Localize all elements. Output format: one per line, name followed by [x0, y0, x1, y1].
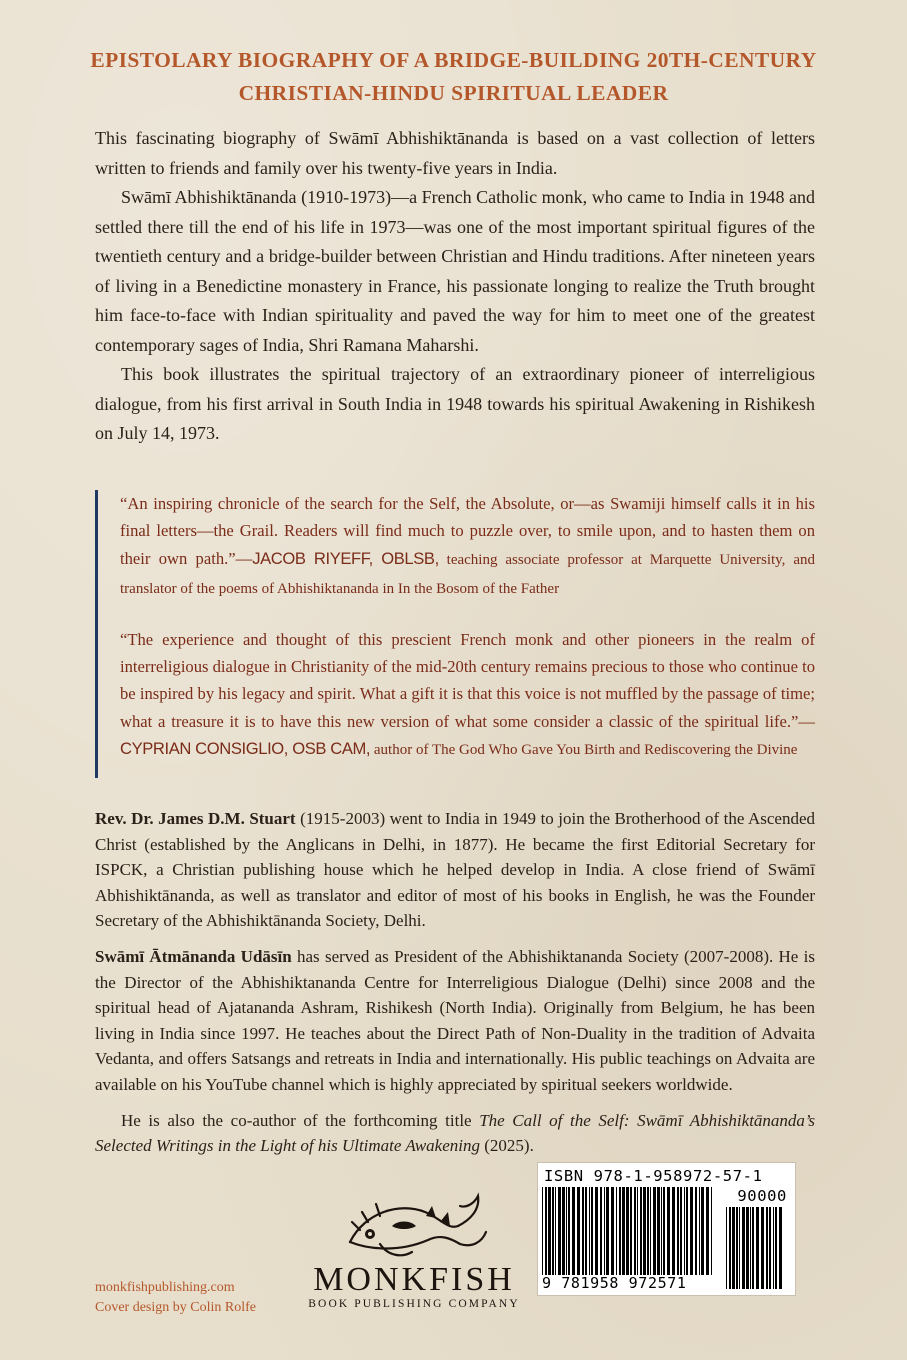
description-paragraph-2: Swāmī Abhishiktānanda (1910-1973)—a French Catholic monk, who came to India in 1948 and settled there till the end of his life in 1973—was one of the most important spiritual figures of the twentieth century and a bridge-builder between Christian and Hindu traditions. After nineteen years of living in a Benedictine monastery in France, his passionate longing to realize the Truth brought him face-to-face with Indian spirituality and paved the way for him to meet one of the greatest contemporary sages of India, Shri Ramana Maharshi. — [95, 187, 815, 355]
barcode-bar — [711, 1187, 712, 1275]
isbn-number: ISBN 978-1-958972-57-1 — [544, 1167, 763, 1185]
endorser-name: CYPRIAN CONSIGLIO, OSB CAM, — [120, 739, 371, 759]
coauthor-note-year: (2025). — [480, 1136, 534, 1156]
ean-barcode-main — [542, 1187, 714, 1275]
barcode-bar — [779, 1207, 782, 1289]
barcode-bar — [637, 1187, 638, 1275]
monkfish-icon — [340, 1182, 490, 1262]
headline-line-2: CHRISTIAN-HINDU SPIRITUAL LEADER — [238, 81, 669, 105]
barcode-bar — [657, 1187, 660, 1275]
publisher-website[interactable]: monkfishpublishing.com — [95, 1280, 235, 1295]
barcode-bar — [619, 1187, 621, 1275]
endorsements — [95, 490, 815, 778]
publisher-name: MONKFISH — [313, 1261, 515, 1298]
description-paragraph-3: This book illustrates the spiritual trajectory of an extraordinary pioneer of interreligious dialogue, from his first arrival in South India in 1948 towards his spiritual Awakening in Rishikesh on July 14, 1973. — [95, 364, 815, 443]
barcode-bar — [542, 1187, 543, 1275]
endorser-work-title: The God Who Gave You Birth — [431, 742, 615, 759]
barcode-bar — [577, 1187, 580, 1275]
endorser-name: JACOB RIYEFF, OBLSB, — [252, 548, 439, 568]
barcode-bar — [650, 1187, 651, 1275]
barcode-bar — [672, 1187, 675, 1275]
bio-stuart-text: (1915-2003) went to India in 1949 to join the Brotherhood of the Ascended Christ (established by the Anglicans in Delhi, in 1877). He became the first Editorial Secretary for ISPCK, a Christian publishing house which he helped develop in India. A close friend of Swāmī Abhishiktānanda, as well as translator and editor of most of his books in English, he was the Founder Secretary of the Abhishiktānanda Society, Delhi. — [95, 809, 815, 931]
barcode-bar — [548, 1187, 551, 1275]
barcode-bar — [626, 1187, 629, 1275]
barcode-bar — [582, 1187, 584, 1275]
endorser-attribution-joiner: and — [614, 742, 645, 759]
headline — [60, 44, 847, 110]
barcode-bar — [630, 1187, 632, 1275]
headline-line-1: EPISTOLARY BIOGRAPHY OF A BRIDGE-BUILDING 20TH-CENTURY — [90, 48, 817, 72]
barcode-bar — [752, 1207, 754, 1289]
barcode-bar — [761, 1207, 764, 1289]
bio-stuart — [95, 806, 815, 934]
author-bios — [95, 806, 815, 1159]
endorsement-consiglio — [120, 626, 815, 765]
barcode-bar — [661, 1187, 662, 1275]
price-code: 90000 — [737, 1187, 787, 1205]
barcode-bar — [616, 1187, 617, 1275]
barcode-bar — [769, 1207, 771, 1289]
endorser-work-title: In the Bosom of the Father — [397, 581, 560, 598]
barcode-bar — [585, 1187, 587, 1275]
barcode-bar — [622, 1187, 625, 1275]
barcode-bar — [545, 1187, 547, 1275]
endorser-work-title-2: Rediscovering the Divine — [644, 742, 798, 759]
isbn-barcode — [537, 1162, 796, 1296]
barcode-bar — [686, 1187, 688, 1275]
book-description — [95, 124, 815, 449]
barcode-bar — [653, 1187, 656, 1275]
barcode-bar — [589, 1187, 590, 1275]
barcode-bar — [680, 1187, 682, 1275]
barcode-bar — [695, 1187, 697, 1275]
barcode-bar — [600, 1187, 602, 1275]
barcode-bar — [558, 1187, 561, 1275]
endorsement-riyeff — [120, 490, 815, 604]
barcode-bar — [746, 1207, 749, 1289]
barcode-bar — [591, 1187, 593, 1275]
bio-atmananda — [95, 944, 815, 1098]
endorsement-text: “The experience and thought of this prescient French monk and other pioneers in the realm of interreligious dialogue in Christianity of the mid-20th century remains precious to those who continue to be inspired by his legacy and spirit. What a gift it is that this voice is not muffled by the passage of time; what a treasure it is to have this new version of what some consider a classic of the spiritual life.” — [120, 629, 815, 731]
barcode-bar — [552, 1187, 554, 1275]
publisher-subtitle: BOOK PUBLISHING COMPANY — [308, 1298, 520, 1310]
barcode-bar — [647, 1187, 649, 1275]
barcode-bar — [606, 1187, 609, 1275]
barcode-bar — [634, 1187, 636, 1275]
barcode-bar — [595, 1187, 598, 1275]
barcode-bar — [611, 1187, 614, 1275]
barcode-bar — [667, 1187, 670, 1275]
barcode-bar — [684, 1187, 685, 1275]
bio-atmananda-name: Swāmī Ātmānanda Udāsīn — [95, 946, 292, 966]
barcode-bar — [643, 1187, 646, 1275]
endorsement-dash: — — [798, 711, 815, 731]
endorser-attribution: author of — [370, 742, 432, 759]
barcode-bar — [706, 1187, 709, 1275]
barcode-bar — [562, 1187, 565, 1275]
barcode-bar — [572, 1187, 575, 1275]
barcode-bar — [568, 1187, 570, 1275]
barcode-bar — [690, 1187, 693, 1275]
barcode-bar — [756, 1207, 759, 1289]
barcode-bar — [742, 1207, 745, 1289]
barcode-bar — [773, 1207, 774, 1289]
barcode-bar — [750, 1207, 751, 1289]
endorsement-text: “An inspiring chronicle of the search for the Self, the Absolute, or—as Swamiji himself calls it in his final letters—the Grail. Readers will find much to puzzle over, to smile upon, and to hasten them on their own path.” — [120, 494, 815, 568]
endorsement-dash: — — [235, 548, 253, 568]
barcode-bar — [699, 1187, 700, 1275]
barcode-bar — [640, 1187, 642, 1275]
bio-atmananda-text: has served as President of the Abhishiktananda Society (2007-2008). He is the Director of the Abhishiktananda Centre for Interreligious Dialogue (Delhi) since 2008 and the spiritual head of Ajatananda Ashram, Rishikesh (North India). Originally from Belgium, he has been living in India since 1997. He teaches about the Direct Path of Non-Duality in the tradition of Advaita Vedanta, and offers Satsangs and retreats in India and internationally. His public teachings on Advaita are available on his YouTube channel which is highly appreciated by spiritual seekers worldwide. — [95, 946, 815, 1094]
footer-credits — [95, 1278, 256, 1318]
description-paragraph-1: This fascinating biography of Swāmī Abhishiktānanda is based on a vast collection of letters written to friends and family over his twenty-five years in India. — [95, 128, 815, 178]
barcode-bar — [555, 1187, 556, 1275]
barcode-digits: 9 781958 972571 — [542, 1274, 687, 1292]
barcode-bar — [775, 1207, 777, 1289]
coauthor-note — [95, 1108, 815, 1159]
barcode-bar — [566, 1187, 567, 1275]
barcode-bar — [766, 1207, 768, 1289]
bio-stuart-name: Rev. Dr. James D.M. Stuart — [95, 809, 296, 828]
barcode-bar — [663, 1187, 665, 1275]
endorser-attribution: teaching associate professor at Marquette University, and translator of the poems of Abhishiktananda in — [120, 551, 815, 598]
cover-design-credit: Cover design by Colin Rolfe — [95, 1300, 256, 1315]
coauthor-note-lead: He is also the co-author of the forthcoming title — [121, 1110, 480, 1130]
barcode-bar — [677, 1187, 679, 1275]
barcode-bar — [604, 1187, 605, 1275]
barcode-bar — [701, 1187, 704, 1275]
publisher-logo — [298, 1182, 530, 1322]
coauthor-title: The Call of the Self: Swāmī Abhishiktānanda’s Selected Writings in the Light of his Ultimate Awakening — [95, 1110, 815, 1156]
